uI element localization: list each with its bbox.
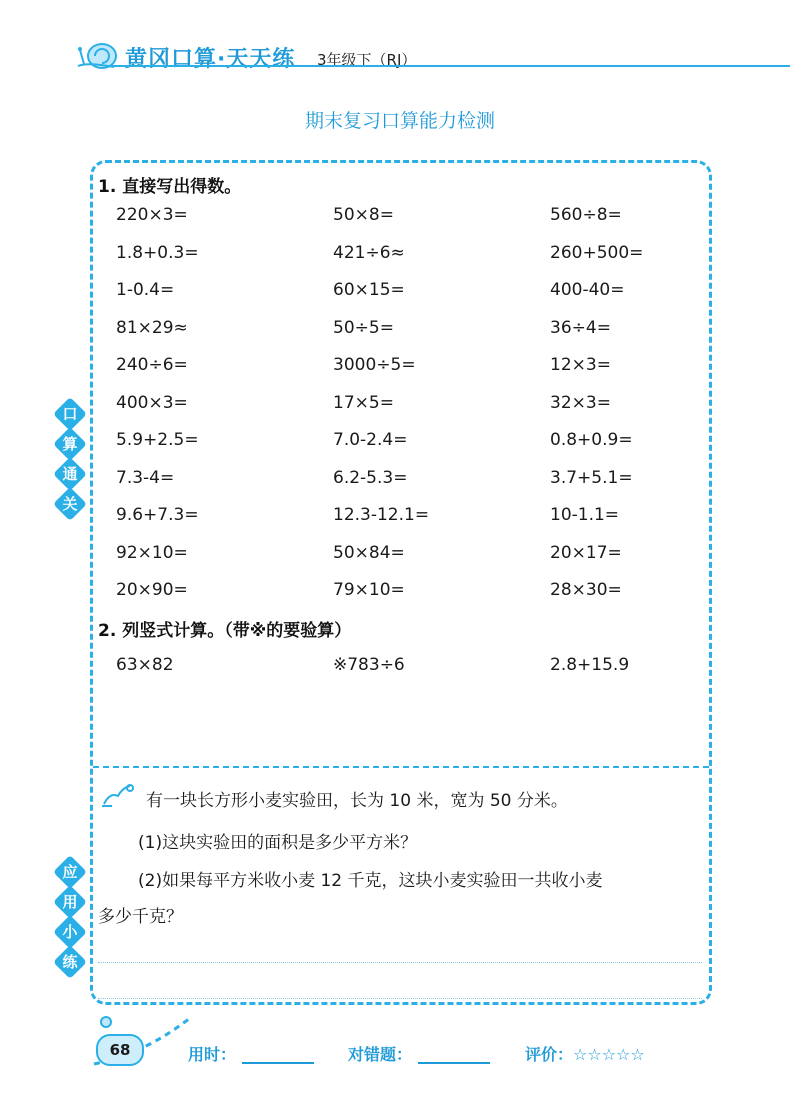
section1-heading: 1. 直接写出得数。 [98,177,242,197]
oral-problem: 1.8+0.3= [116,242,199,263]
oral-problem: 560÷8= [550,205,622,225]
oral-problem: 12×3= [550,355,611,375]
brand-title: 黄冈口算·天天练 [125,47,296,72]
rating-field: 评价：☆☆☆☆☆ [525,1045,645,1064]
oral-problem: 6.2-5.3= [333,467,408,488]
oral-problem: 20×17= [550,542,622,563]
page-number: 68 [96,1034,144,1066]
application-question-2-cont: 多少千克？ [98,907,183,927]
oral-problem: 400-40= [550,280,625,300]
oral-problem: 3.7+5.1= [550,467,633,488]
oral-problem: 400×3= [116,392,188,413]
vertical-problem: 2.8+15.9 [550,655,630,675]
oral-problem: 7.3-4= [116,467,175,488]
oral-problem: 260+500= [550,242,644,263]
oral-problem: 0.8+0.9= [550,430,633,450]
oral-problem: 50×84= [333,542,405,563]
pencil-hand-icon [100,782,136,810]
grade-label: 3年级下（RJ） [317,51,417,69]
section-divider [93,766,709,768]
oral-problem: 9.6+7.3= [116,505,199,525]
oral-problem: 240÷6= [116,355,188,375]
page-title: 期末复习口算能力检测 [304,110,495,132]
oral-problem: 5.9+2.5= [116,430,199,450]
oral-problem: 220×3= [116,205,188,225]
vertical-problem: ※783÷6 [333,655,405,675]
oral-problem: 79×10= [333,580,405,600]
oral-problem: 36÷4= [550,317,611,338]
oral-problem: 50×8= [333,205,394,225]
oral-problem: 7.0-2.4= [333,430,408,450]
oral-problem: 421÷6≈ [333,242,405,263]
oral-problem: 32×3= [550,392,611,413]
rating-stars: ☆☆☆☆☆ [573,1045,645,1064]
side-label-application: 应 用 小 练 [58,860,84,980]
errors-field: 对错题： [348,1042,490,1065]
oral-problem: 28×30= [550,580,622,600]
oral-problem: 12.3-12.1= [333,505,430,525]
oral-problem: 1-0.4= [116,280,175,300]
oral-problem: 17×5= [333,392,394,413]
oral-problem: 3000÷5= [333,355,416,375]
oral-problem: 92×10= [116,542,188,563]
oral-problem: 81×29≈ [116,317,188,338]
answer-line [98,998,702,999]
oral-problem: 60×15= [333,280,405,300]
vertical-problem: 63×82 [116,655,174,675]
header-rule [110,65,790,67]
oral-problem: 50÷5= [333,317,394,338]
application-question-1: (1)这块实验田的面积是多少平方米？ [138,833,418,853]
oral-problem: 10-1.1= [550,505,620,525]
oral-problem: 20×90= [116,580,188,600]
time-field: 用时： [188,1042,314,1065]
answer-line [98,962,702,963]
side-label-oral: 口 算 通 关 [58,402,84,522]
application-problem-text: 有一块长方形小麦实验田，长为 10 米，宽为 50 分米。 [146,791,568,811]
section2-heading: 2. 列竖式计算。（带※的要验算） [98,621,352,641]
application-question-2: (2)如果每平方米收小麦 12 千克，这块小麦实验田一共收小麦 [138,871,603,891]
